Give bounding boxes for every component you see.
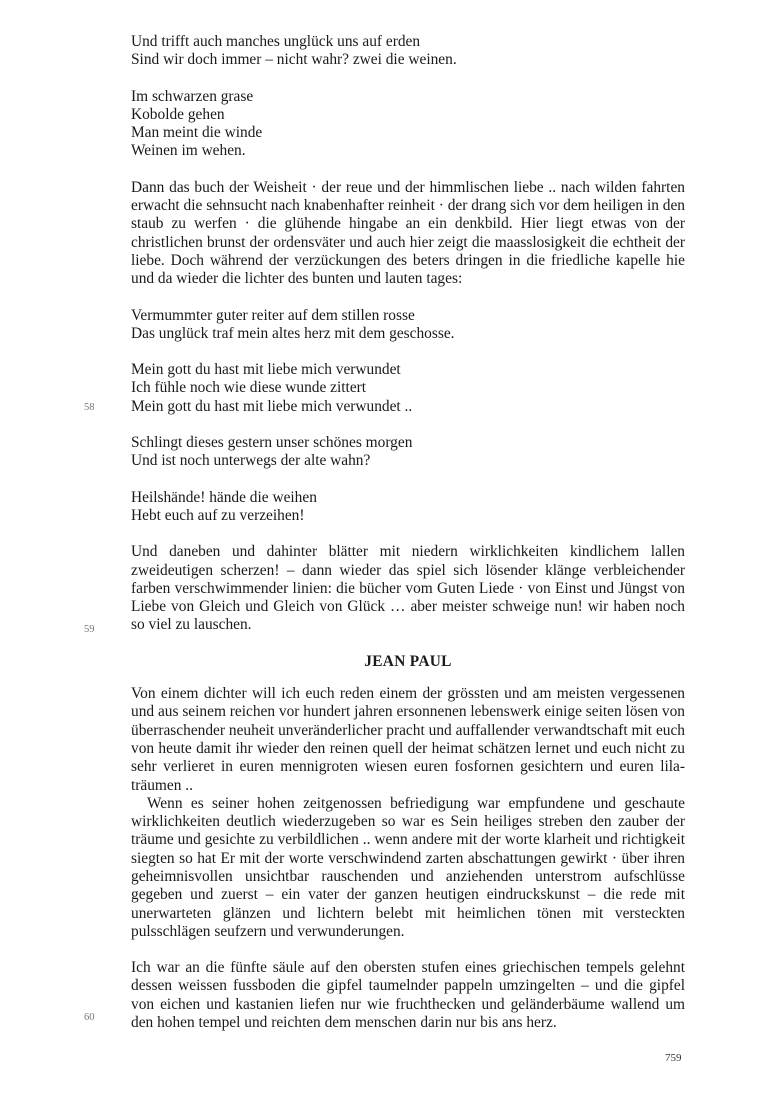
margin-number: 60 <box>84 1012 95 1023</box>
verse-line: Und ist noch unterwegs der alte wahn? <box>131 452 371 470</box>
verse-line: Und trifft auch manches unglück uns auf erden <box>131 33 421 50</box>
verse-line: Kobolde gehen <box>131 105 225 123</box>
paragraph-dichter: Von einem dichter will ich euch reden einem der grössten und am meisten vergessenen und aus seinem reichen vor hundert jahren ersonnenen lebenswerk einige seiten lösen von überraschender neuheit unveränderlicher pracht und auffallender verwandtschaft mit euch von heute damit ihr wieder den reinen quell der heimat schätzen lernet und euch nicht zu sehr verlieret in euren mennigroten wiesen euren fosfornen gesichtern und euren lila-träumen .. <box>131 685 685 794</box>
stanza-2 <box>131 88 685 161</box>
verse-line: Heilshände! hände die weihen <box>131 488 317 506</box>
verse-line: Man meint die winde <box>131 124 263 142</box>
stanza-3 <box>131 307 685 344</box>
stanza-4 <box>131 361 685 416</box>
verse-line: Mein gott du hast mit liebe mich verwundet .. <box>131 397 413 415</box>
paragraph-weisheit: Dann das buch der Weisheit · der reue und der himmlischen liebe .. nach wilden fahrten erwacht die sehnsucht nach knabenhafter reinheit · der drang sich vor dem heiligen in den staub zu werfen · die glühende hingabe an ein denkbild. Hier liegt etwas von der christlichen brunst der ordensväter und auch hier zeigt die maasslosigkeit die echtheit der liebe. Doch während der verzückungen des beters dringen in die friedliche kapelle hie und da wieder die lichter des bunten und lauten tages: <box>131 178 685 288</box>
verse-line: Mein gott du hast mit liebe mich verwundet <box>131 361 401 379</box>
paragraph-tempel: Ich war an die fünfte säule auf den obersten stufen eines griechischen tempels gelehnt dessen weissen fussboden die gipfel taumelnder pappeln umzingelten – und die gipfel von eichen und kastanien liefen nur wie fruchthecken und geländerbäume wallend um den hohen tempel und reichten dem menschen darin nur bis ans herz. <box>131 959 685 1032</box>
verse-line: Hebt euch auf zu verzeihen! <box>131 506 305 524</box>
paragraph-zeitgenossen: Wenn es seiner hohen zeitgenossen befriedigung war empfundene und geschaute wirklichkeiten deutlich wiederzugeben so war es Sein heiliges streben den zauber der träume und gesichte zu verbildlichen .. wenn andere mit der worte klarheit und richtigkeit siegten so hat Er mit der worte verschwindend zarten abschattungen gewirkt · über ihren geheimnisvollen unsichtbar rauschenden und anziehenden unterstrom aufschlüsse gegeben und zuerst – ein vater der ganzen heutigen eindruckskunst – die rede mit unerwarteten glänzen und lichtern belebt mit heimlichen tönen mit versteckten pulsschlägen seufzern und verwunderungen. <box>131 794 685 940</box>
verse-line: Schlingt dieses gestern unser schönes morgen <box>131 434 413 452</box>
verse-line: Weinen im wehen. <box>131 142 246 160</box>
verse-line: Im schwarzen grase <box>131 87 254 105</box>
verse-line: Ich fühle noch wie diese wunde zittert <box>131 379 367 397</box>
stanza-1 <box>131 33 685 70</box>
verse-line: Sind wir doch immer – nicht wahr? zwei die weinen. <box>131 51 457 69</box>
verse-line: Vermummter guter reiter auf dem stillen rosse <box>131 306 415 324</box>
stanza-6 <box>131 489 685 526</box>
page-number: 759 <box>665 1052 682 1064</box>
stanza-5 <box>131 434 685 471</box>
verse-line: Das unglück traf mein altes herz mit dem geschosse. <box>131 324 455 342</box>
margin-number: 59 <box>84 624 95 635</box>
margin-number: 58 <box>84 402 95 413</box>
paragraph-daneben: Und daneben und dahinter blätter mit niedern wirklichkeiten kindlichem lallen zweideutigen scherzen! – dann wieder das spiel sich lösender klänge verbleichender farben verschwimmender linien: die bücher vom Guten Liede · von Einst und Jüngst von Liebe von Gleich und Gleich von Glück … aber meister schweige nun! wir haben noch so viel zu lauschen. <box>131 543 685 634</box>
page-body <box>131 33 685 1050</box>
section-heading: JEAN PAUL <box>364 652 452 670</box>
